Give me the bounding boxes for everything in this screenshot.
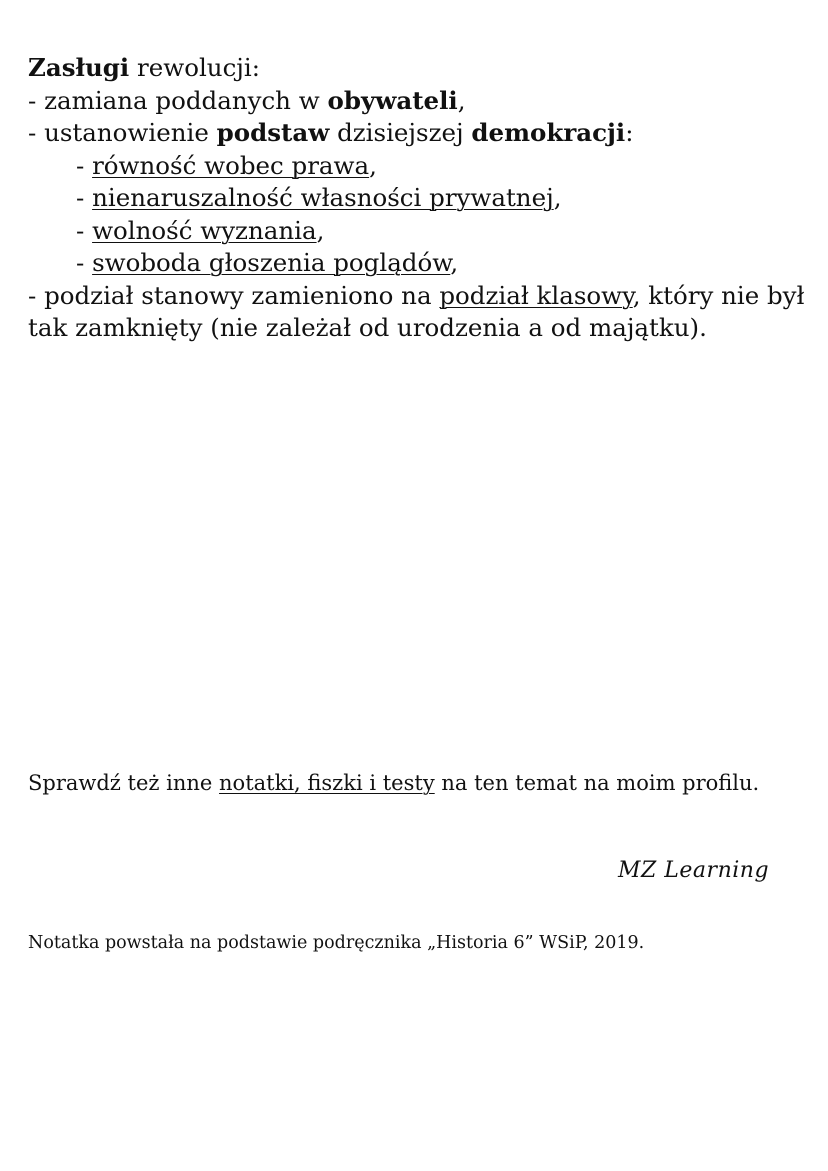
subitem-equality: - równość wobec prawa, bbox=[76, 150, 377, 180]
subitem-religion: - wolność wyznania, bbox=[76, 215, 325, 245]
profile-note: Sprawdź też inne notatki, fiszki i testy na ten temat na moim profilu. bbox=[28, 771, 760, 795]
merits-section bbox=[28, 52, 808, 345]
merit-item-class: - podział stanowy zamieniono na podział klasowy, który nie był tak zamknięty (nie zależał od urodzenia a od majątku). bbox=[28, 280, 805, 342]
subitem-property: - nienaruszalność własności prywatnej, bbox=[76, 183, 562, 212]
merit-item-democracy: - ustanowienie podstaw dzisiejszej demokracji: bbox=[28, 118, 634, 147]
signature-logo: MZ Learning bbox=[618, 858, 770, 883]
section-title: Zasługi rewolucji: bbox=[28, 53, 260, 82]
source-note: Notatka powstała na podstawie podręcznika „Historia 6” WSiP, 2019. bbox=[28, 933, 645, 953]
profile-link[interactable]: notatki, fiszki i testy bbox=[219, 771, 435, 795]
subitem-speech: - swoboda głoszenia poglądów, bbox=[76, 248, 459, 277]
merit-item-citizens: - zamiana poddanych w obywateli, bbox=[28, 85, 466, 115]
